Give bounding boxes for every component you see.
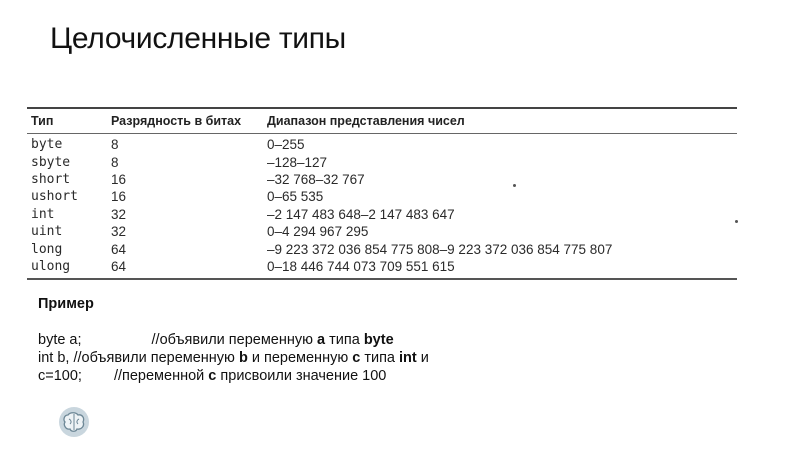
code-var: b xyxy=(238,350,248,366)
cell-range: 0–4 294 967 295 xyxy=(267,224,369,240)
cell-bits: 8 xyxy=(111,137,119,153)
cell-bits: 16 xyxy=(111,171,127,187)
code-line-1 xyxy=(38,331,429,349)
table-row xyxy=(27,258,737,275)
cell-range: 0–255 xyxy=(267,137,305,153)
code-var: a xyxy=(317,332,326,348)
header-type: Тип xyxy=(31,114,54,128)
code-comment: типа xyxy=(360,350,400,366)
cell-bits: 64 xyxy=(111,241,127,257)
header-range: Диапазон представления чисел xyxy=(267,114,465,128)
cell-range: –32 768–32 767 xyxy=(267,171,365,187)
code-line-2 xyxy=(38,349,429,367)
scan-speck xyxy=(513,184,516,187)
code-type: int xyxy=(399,350,417,366)
code-text: byte a; xyxy=(38,332,82,348)
slide-title: Целочисленные типы xyxy=(50,22,346,55)
cell-bits: 32 xyxy=(111,224,127,240)
cell-type: ushort xyxy=(31,189,78,205)
table-row xyxy=(27,153,737,170)
code-var: c xyxy=(208,368,217,384)
cell-bits: 16 xyxy=(111,189,127,205)
table-row xyxy=(27,188,737,205)
cell-type: int xyxy=(31,206,55,222)
code-text: int b, xyxy=(38,350,74,366)
code-text: c=100; xyxy=(38,368,82,384)
code-comment: и переменную xyxy=(247,350,353,366)
cell-range: –9 223 372 036 854 775 808–9 223 372 036 854 775 807 xyxy=(267,241,613,257)
code-comment: //объявили переменную xyxy=(151,332,318,348)
code-comment: //объявили переменную xyxy=(73,350,239,366)
cell-range: 0–65 535 xyxy=(267,189,324,205)
cell-type: ulong xyxy=(31,258,71,274)
integer-types-table xyxy=(27,107,737,280)
cell-type: long xyxy=(31,241,63,257)
cell-bits: 64 xyxy=(111,258,127,274)
code-type: byte xyxy=(363,332,394,348)
example-block xyxy=(38,296,429,385)
table-row xyxy=(27,240,737,257)
table-bottom-rule xyxy=(27,278,737,280)
brain-icon xyxy=(57,405,91,439)
table-row xyxy=(27,136,737,153)
scan-speck xyxy=(735,220,738,223)
cell-range: 0–18 446 744 073 709 551 615 xyxy=(267,258,455,274)
cell-bits: 8 xyxy=(111,154,119,170)
code-comment: и xyxy=(416,350,429,366)
cell-type: sbyte xyxy=(31,154,71,170)
cell-range: –2 147 483 648–2 147 483 647 xyxy=(267,206,455,222)
example-heading: Пример xyxy=(38,296,94,312)
cell-type: short xyxy=(31,171,71,187)
cell-range: –128–127 xyxy=(267,154,328,170)
table-body xyxy=(27,134,737,278)
table-row xyxy=(27,171,737,188)
code-line-3 xyxy=(38,367,429,385)
table-row xyxy=(27,223,737,240)
header-bits: Разрядность в битах xyxy=(111,114,242,128)
code-comment: //переменной xyxy=(113,368,209,384)
code-comment: присвоили значение 100 xyxy=(216,368,387,384)
cell-type: byte xyxy=(31,137,63,153)
cell-type: uint xyxy=(31,224,63,240)
table-row xyxy=(27,206,737,223)
code-var: c xyxy=(352,350,361,366)
table-header-row xyxy=(27,109,737,133)
code-comment: типа xyxy=(325,332,364,348)
cell-bits: 32 xyxy=(111,206,127,222)
